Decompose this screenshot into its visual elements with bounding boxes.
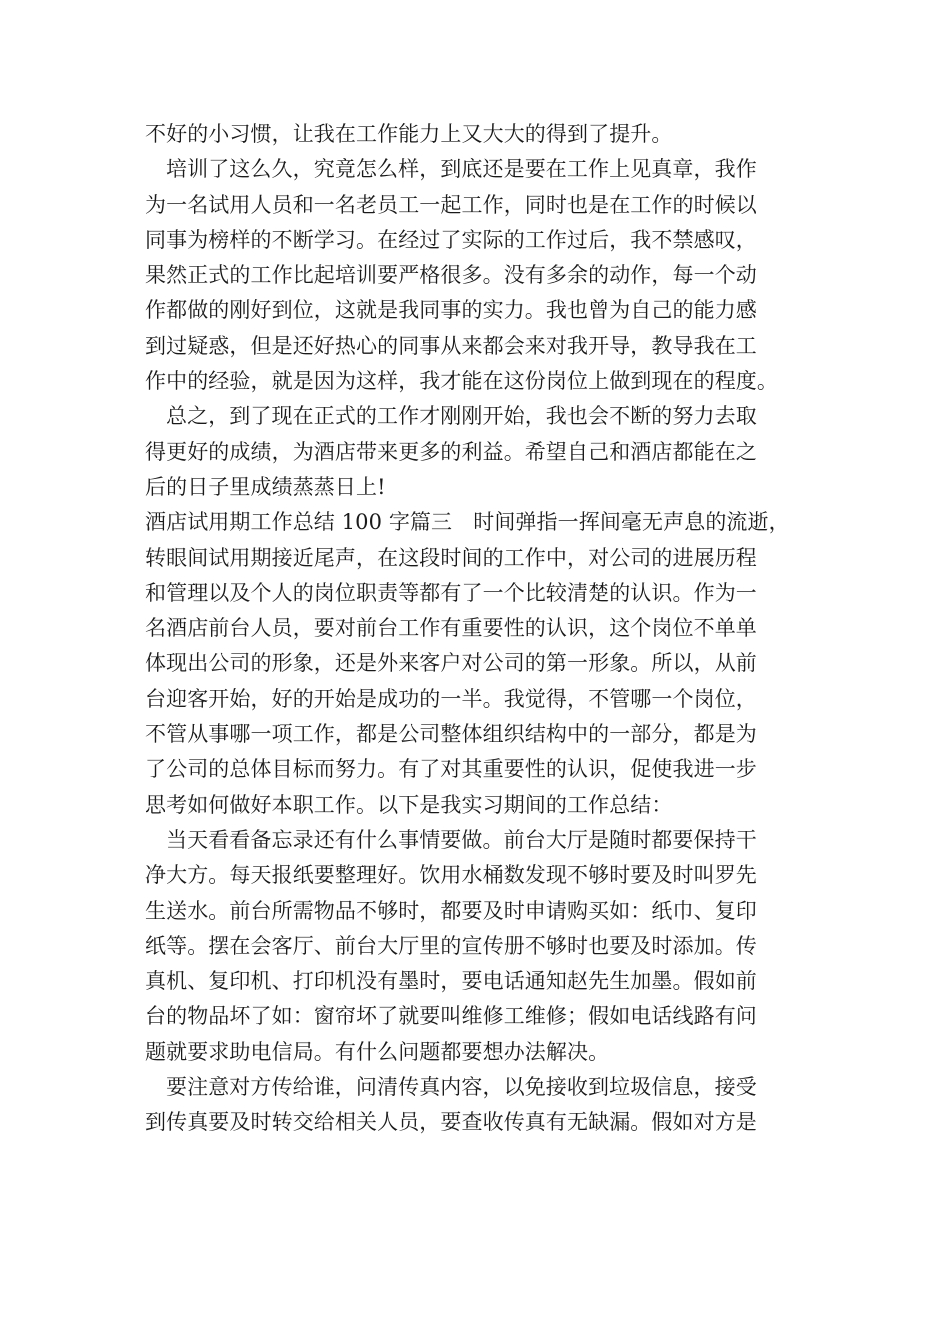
text-line: 培训了这么久，究竟怎么样，到底还是要在工作上见真章，我作	[166, 157, 757, 182]
text-line: 题就要求助电信局。有什么问题都要想办法解决。	[145, 1039, 610, 1064]
text-line: 果然正式的工作比起培训要严格很多。没有多余的动作，每一个动	[145, 263, 757, 288]
text-line: 体现出公司的形象，还是外来客户对公司的第一形象。所以，从前	[145, 651, 757, 676]
text-line: 净大方。每天报纸要整理好。饮用水桶数发现不够时要及时叫罗先	[145, 863, 757, 888]
text-line: 不管从事哪一项工作，都是公司整体组织结构中的一部分，都是为	[145, 722, 757, 747]
text-line: 名酒店前台人员，要对前台工作有重要性的认识，这个岗位不单单	[145, 616, 757, 641]
text-line: 不好的小习惯，让我在工作能力上又大大的得到了提升。	[145, 122, 673, 146]
text-line: 为一名试用人员和一名老员工一起工作，同时也是在工作的时候以	[145, 192, 757, 217]
text-line: 作中的经验，就是因为这样，我才能在这份岗位上做到现在的程度。	[145, 369, 778, 394]
text-line: 酒店试用期工作总结 100 字篇三 时间弹指一挥间毫无声息的流逝，	[145, 510, 790, 535]
text-line: 作都做的刚好到位，这就是我同事的实力。我也曾为自己的能力感	[145, 298, 757, 323]
text-line: 台的物品坏了如：窗帘坏了就要叫维修工维修；假如电话线路有问	[145, 1004, 757, 1029]
text-line: 得更好的成绩，为酒店带来更多的利益。希望自己和酒店都能在之	[145, 439, 757, 464]
text-line: 思考如何做好本职工作。以下是我实习期间的工作总结：	[145, 792, 673, 817]
text-line: 生送水。前台所需物品不够时，都要及时申请购买如：纸巾、复印	[145, 898, 757, 923]
text-line: 到传真要及时转交给相关人员，要查收传真有无缺漏。假如对方是	[145, 1110, 757, 1135]
text-line: 当天看看备忘录还有什么事情要做。前台大厅是随时都要保持干	[166, 827, 757, 852]
text-line: 了公司的总体目标而努力。有了对其重要性的认识，促使我进一步	[145, 757, 757, 782]
text-line: 总之，到了现在正式的工作才刚刚开始，我也会不断的努力去取	[166, 404, 757, 429]
text-line: 台迎客开始，好的开始是成功的一半。我觉得，不管哪一个岗位，	[145, 686, 757, 711]
text-line: 后的日子里成绩蒸蒸日上!	[145, 474, 386, 499]
text-line: 要注意对方传给谁，问清传真内容，以免接收到垃圾信息，接受	[166, 1075, 757, 1100]
body-text	[145, 117, 825, 1141]
text-line: 同事为榜样的不断学习。在经过了实际的工作过后，我不禁感叹，	[145, 227, 757, 252]
text-line: 转眼间试用期接近尾声，在这段时间的工作中，对公司的进展历程	[145, 545, 757, 570]
text-line: 纸等。摆在会客厅、前台大厅里的宣传册不够时也要及时添加。传	[145, 933, 757, 958]
text-line: 和管理以及个人的岗位职责等都有了一个比较清楚的认识。作为一	[145, 580, 757, 605]
text-line: 真机、复印机、打印机没有墨时，要电话通知赵先生加墨。假如前	[145, 969, 757, 994]
text-line: 到过疑惑，但是还好热心的同事从来都会来对我开导，教导我在工	[145, 333, 757, 358]
